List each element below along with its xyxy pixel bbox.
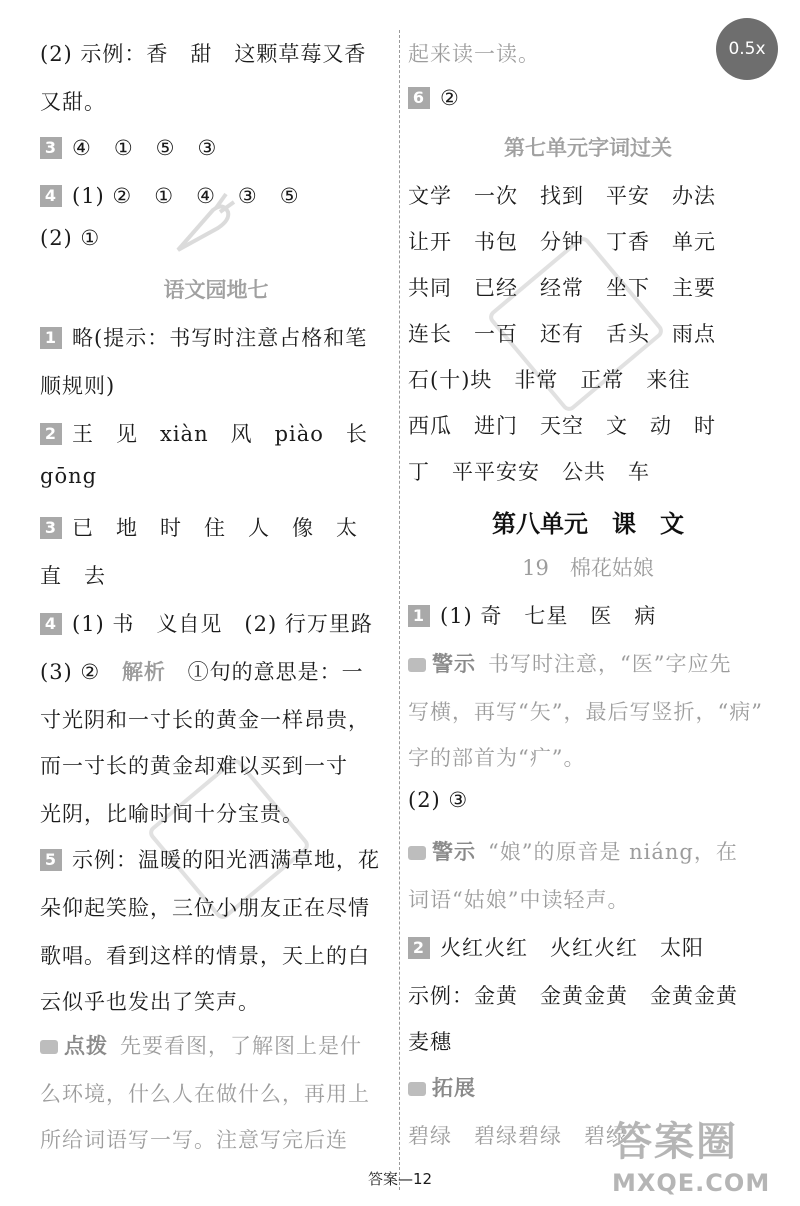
watermark-text: 答案圈 [612,1119,738,1165]
section-title: 第七单元字词过关 [504,136,672,160]
item-2 [40,418,368,448]
question-number: 3 [40,137,62,159]
tip-text: 先要看图，了解图上是什 [120,1034,362,1058]
tip-line: 所给词语写一写。注意写完后连 [40,1128,348,1152]
answer-text: (1) ② ① ④ ③ ⑤ [72,184,300,208]
warning-icon [408,658,426,672]
warning-text: 书写时注意，“医”字应先 [488,652,732,676]
question-6 [408,86,460,110]
item-5 [40,844,380,874]
answer-line: 朵仰起笑脸，三位小朋友正在尽情 [40,896,370,920]
answer-text: 略(提示：书写时注意占格和笔 [72,326,368,350]
page-footer: 答案—12 [367,1170,433,1188]
answer-text: ② [440,86,460,110]
answer-line: 起来读一读。 [408,42,540,66]
answer-text: 王 见 xiàn 风 piào 长 [72,422,368,446]
answer-line: gōng [40,464,98,488]
word-row: 石(十)块 非常 正常 来往 [408,368,691,392]
warning-label: 警示 [432,652,476,676]
answer-text: (3) ② [40,660,101,684]
answer-line: (2) ① [40,226,101,250]
answer-text: 已 地 时 住 人 像 太 [72,516,358,540]
answer-text: ④ ① ⑤ ③ [72,136,218,160]
question-3 [40,132,217,162]
question-2 [408,932,704,962]
answer-text: 示例：温暖的阳光洒满草地，花 [72,848,380,872]
analysis-line: 寸光阴和一寸长的黄金一样昂贵， [40,708,370,732]
lesson-title: 19 棉花姑娘 [522,556,654,580]
word-row: 西瓜 进门 天空 文 动 时 [408,414,716,438]
book-icon [408,1082,426,1096]
warning-text: “娘”的原音是 niáng，在 [488,840,738,864]
word-row: 共同 已经 经常 坐下 主要 [408,276,716,300]
analysis-line: 光阴，比喻时间十分宝贵。 [40,802,304,826]
item-1 [40,322,367,352]
item-3 [40,512,358,542]
answer-line: 云似乎也发出了笑声。 [40,990,260,1014]
section-title: 语文园地七 [163,278,269,302]
analysis-text: ①句的意思是：一 [187,660,364,684]
question-number: 2 [408,937,430,959]
watermark-domain: MXQE.COM [612,1169,771,1197]
unit-title: 第八单元 课 文 [492,510,684,538]
question-number: 4 [40,613,62,635]
warning-label: 警示 [432,840,476,864]
analysis-label: 解析 [121,659,166,684]
extension-line [408,1072,488,1102]
column-divider [399,30,400,1190]
warning-icon [408,846,426,860]
question-number: 4 [40,185,62,207]
tip-line: 么环境，什么人在做什么，再用上 [40,1082,370,1106]
question-number: 1 [40,327,62,349]
lightbulb-icon [40,1040,58,1054]
answer-text: 火红火红 火红火红 太阳 [440,936,704,960]
question-4 [40,180,300,210]
word-row: 让开 书包 分钟 丁香 单元 [408,230,716,254]
word-row: 丁 平平安安 公共 车 [408,460,650,484]
answer-line: (2) 示例：香 甜 这颗草莓又香 [40,42,367,66]
extension-line: 碧绿 碧绿碧绿 碧绿 [408,1124,628,1148]
analysis-line [40,656,364,686]
speed-badge[interactable]: 0.5x [716,18,778,80]
answer-line: 歌唱。看到这样的情景，天上的白 [40,944,370,968]
word-row: 文学 一次 找到 平安 办法 [408,184,716,208]
warning-line [408,836,738,866]
tip-label: 点拨 [64,1034,108,1058]
answer-line: 直 去 [40,564,106,588]
extension-label: 拓展 [432,1076,476,1100]
question-number: 1 [408,605,430,627]
word-row: 连长 一百 还有 舌头 雨点 [408,322,716,346]
analysis-line: 而一寸长的黄金却难以买到一寸 [40,754,348,778]
question-number: 2 [40,423,62,445]
answer-text: (1) 书 义自见 (2) 行万里路 [72,612,373,636]
tip-line [40,1030,362,1060]
warning-line: 词语“姑娘”中读轻声。 [408,888,630,912]
answer-line: 又甜。 [40,90,106,114]
item-4 [40,608,373,638]
question-number: 6 [408,87,430,109]
answer-line: 顺规则) [40,374,116,398]
answer-text: (1) 奇 七星 医 病 [440,604,657,628]
question-number: 5 [40,849,62,871]
question-1 [408,600,656,630]
answer-line: (2) ③ [408,788,469,812]
warning-line: 字的部首为“疒”。 [408,746,586,770]
warning-line [408,648,731,678]
warning-line: 写横，再写“矢”，最后写竖折，“病” [408,700,763,724]
answer-line: 示例：金黄 金黄金黄 金黄金黄 [408,984,738,1008]
answer-line: 麦穗 [408,1030,452,1054]
question-number: 3 [40,517,62,539]
